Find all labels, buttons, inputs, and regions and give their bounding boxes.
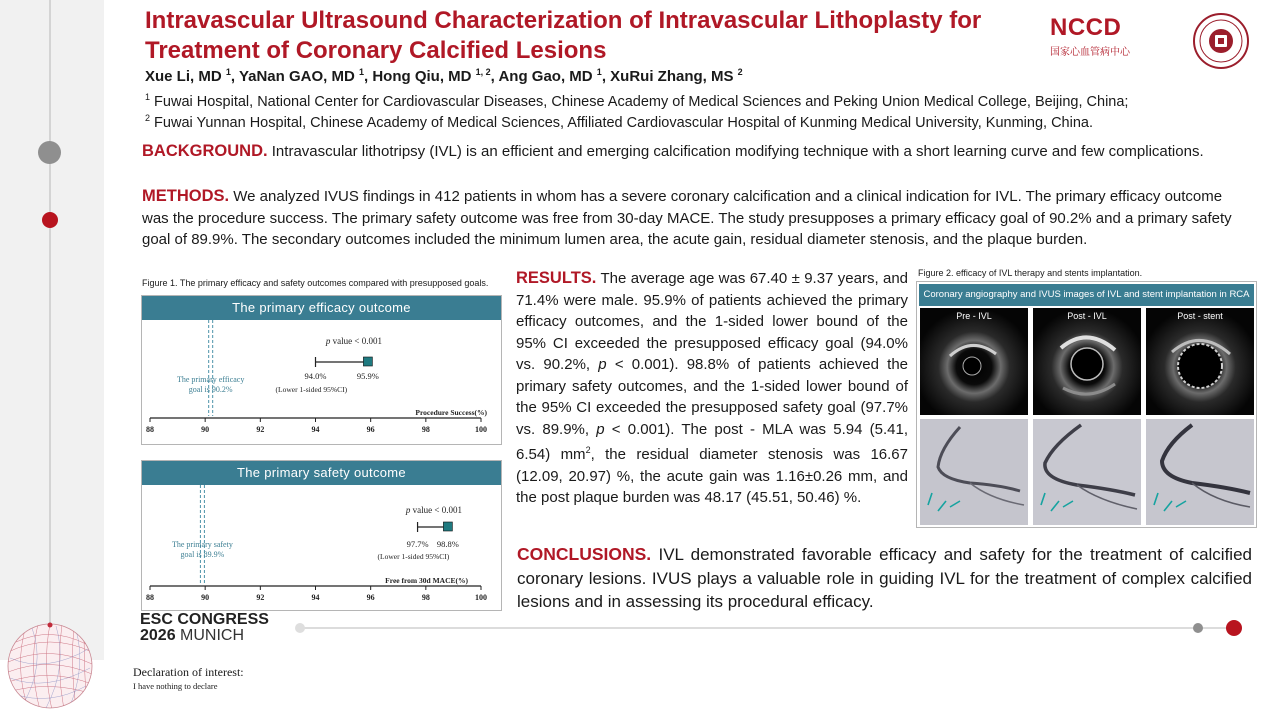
p-symbol: p — [405, 505, 411, 515]
results-text: The average age was 67.40 ± 9.37 years, and 71.4% were male. 95.9% of patients achieved the primary efficacy outcomes, and the 1-sided lower bound of the 95% CI exceeded the presupposed efficacy goal (94.0% vs. 90.2%, — [516, 270, 909, 373]
p-symbol: p — [325, 336, 331, 346]
efficacy-goal-label: The primary efficacy — [176, 375, 245, 384]
ivus-label-pre: Pre - IVL — [956, 311, 992, 321]
ivus-image-post-stent — [1146, 308, 1254, 415]
background-section — [142, 141, 1252, 163]
safety-point-marker — [443, 522, 452, 531]
results-section — [516, 268, 908, 509]
affiliation-text: Fuwai Hospital, National Center for Cardiovascular Diseases, Chinese Academy of Medical Sciences and Peking Union Medical College, Beijing, China; — [154, 93, 1129, 110]
results-label: RESULTS. — [516, 269, 597, 287]
methods-section — [142, 186, 1252, 251]
author-list: Xue Li, MD $^1$, YaNan GAO, MD $^1$, Hong Qiu, MD $^{1, 2}$, Ang Gao, MD $^1$, XuRui Zhang, MS $^2$ — [145, 67, 743, 85]
timeline-dot-gray — [38, 141, 61, 164]
efficacy-point-label: 95.9% — [356, 371, 379, 381]
ivus-label-post-stent: Post - stent — [1177, 311, 1223, 321]
efficacy-panel-header: The primary efficacy outcome — [142, 296, 501, 320]
figure2-header: Coronary angiography and IVUS images of IVL and stent implantation in RCA — [919, 284, 1254, 306]
axis-tick-label: 88 — [146, 593, 154, 602]
axis-tick-label: 94 — [311, 593, 320, 602]
author-name: Xue Li, MD — [145, 68, 222, 85]
methods-text: We analyzed IVUS findings in 412 patients in whom has a severe coronary calcification and a clinical indication for IVL. The primary efficacy outcome was the procedure success. The primary safety outcome was free from 30-day MACE. The study presupposes a primary efficacy goal of 90.2% and a primary safety goal of 89.9%. The secondary outcomes included the minimum lumen area, the acute gain, residual diameter stenosis, and the plaque burden. — [142, 188, 1232, 248]
conclusions-section — [517, 543, 1252, 614]
angiography-graphic — [1146, 419, 1254, 525]
congress-name: ESC CONGRESS — [140, 611, 269, 628]
axis-tick-label: 88 — [146, 425, 154, 434]
congress-city: MUNICH — [180, 627, 245, 644]
axis-tick-label: 96 — [366, 425, 375, 434]
figure2-panel — [916, 281, 1257, 528]
safety-bound-note: (Lower 1-sided 95%CI) — [377, 552, 450, 561]
efficacy-x-ticks — [146, 418, 487, 434]
results-text: < 0.001). 98.8% of patients achieved the primary safety outcomes, and the 1-sided lower bound of the 95% CI exceeded the presupposed safety goal (97.7% vs. 89.9%, — [516, 356, 908, 438]
footer-dot-red — [1226, 620, 1242, 636]
affiliation-text: Fuwai Yunnan Hospital, Chinese Academy of Medical Sciences, Affiliated Cardiovascular Hospital of Kunming Medical University, Kunming, China. — [154, 114, 1093, 131]
axis-tick-label: 94 — [311, 425, 320, 434]
results-p-symbol: p — [596, 420, 605, 438]
angiography-image-pre — [920, 419, 1028, 525]
methods-label: METHODS. — [142, 187, 230, 205]
author-affiliation-mark: 1 — [358, 67, 364, 77]
axis-tick-label: 90 — [201, 425, 210, 434]
author-name: Ang Gao, MD — [498, 68, 593, 85]
safety-lower-bound-label: 97.7% — [406, 539, 429, 549]
globe-logo-icon — [6, 622, 94, 710]
p-value-text: value < 0.001 — [330, 336, 382, 346]
axis-tick-label: 100 — [475, 425, 487, 434]
conclusions-label: CONCLUSIONS. — [517, 544, 652, 564]
results-text: < 0.001). The post - MLA was 5.94 (5.41, 6.54) mm — [516, 420, 908, 463]
p-value-text: value < 0.001 — [410, 505, 462, 515]
background-text: Intravascular lithotripsy (IVL) is an efficient and emerging calcification modifying technique with a short learning curve and few complications. — [271, 143, 1204, 160]
efficacy-goal-value-label: goal is 90.2% — [188, 385, 233, 394]
safety-goal-label: The primary safety — [171, 540, 233, 549]
affiliation-mark: 1 — [145, 92, 151, 102]
author-affiliation-mark: 2 — [737, 67, 743, 77]
axis-tick-label: 98 — [421, 425, 430, 434]
author-name: YaNan GAO, MD — [238, 68, 355, 85]
safety-axis-title: Free from 30d MACE(%) — [385, 576, 468, 585]
ivus-image-post-ivl — [1033, 308, 1141, 415]
efficacy-p-value — [325, 336, 382, 346]
poster-title: Intravascular Ultrasound Characterization of Intravascular Lithoplasty for Treatment of Coronary Calcified Lesions — [145, 7, 982, 64]
angiography-image-post-stent — [1146, 419, 1254, 525]
results-p-symbol: p — [598, 356, 607, 373]
axis-tick-label: 96 — [366, 593, 375, 602]
ivus-scan-graphic — [1146, 308, 1254, 415]
affiliation-1 — [145, 88, 1128, 111]
footer-line — [300, 627, 1230, 629]
efficacy-forest-plot — [142, 320, 501, 444]
ivus-image-pre-ivl — [920, 308, 1028, 415]
safety-p-value — [405, 505, 462, 515]
angiography-graphic — [1033, 419, 1141, 525]
author-name: Hong Qiu, MD — [372, 68, 472, 85]
axis-tick-label: 92 — [256, 425, 265, 434]
angiography-graphic — [920, 419, 1028, 525]
ncc-logo — [1050, 14, 1162, 66]
axis-tick-label: 90 — [201, 593, 210, 602]
safety-x-ticks — [146, 586, 487, 602]
figure1-caption: Figure 1. The primary efficacy and safety outcomes compared with presupposed goals. — [142, 278, 489, 288]
ivus-label-post-ivl: Post - IVL — [1067, 311, 1107, 321]
angiography-image-post-ivl — [1033, 419, 1141, 525]
conclusions-text: IVL demonstrated favorable efficacy and safety for the treatment of calcified coronary lesions. IVUS plays a valuable role in guiding IVL for the treatment of complex calcified lesions and in assessing its procedural efficacy. — [517, 545, 1252, 611]
congress-year: 2026 — [140, 627, 176, 644]
timeline-dot-red — [42, 212, 58, 228]
esc-congress-logo — [140, 612, 269, 644]
safety-goal-value-label: goal is 89.9% — [180, 550, 225, 559]
ncc-logo-subtitle: 国家心血管病中心 — [1050, 47, 1130, 58]
ivus-scan-graphic — [1033, 308, 1141, 415]
safety-point-label: 98.8% — [436, 539, 459, 549]
affiliation-2 — [145, 109, 1093, 132]
author-name: XuRui Zhang, MS — [610, 68, 734, 85]
safety-forest-plot — [142, 485, 501, 610]
efficacy-panel — [141, 295, 502, 445]
efficacy-lower-bound-label: 94.0% — [304, 371, 327, 381]
declaration-text: I have nothing to declare — [133, 681, 218, 691]
axis-tick-label: 100 — [475, 593, 487, 602]
author-affiliation-mark: 1 — [596, 67, 602, 77]
axis-tick-label: 98 — [421, 593, 430, 602]
fuwai-seal-icon — [1193, 13, 1249, 69]
figure2-caption: Figure 2. efficacy of IVL therapy and stents implantation. — [918, 268, 1143, 278]
affiliation-mark: 2 — [145, 113, 151, 123]
safety-panel — [141, 460, 502, 611]
ncc-logo-name: NCCD — [1050, 14, 1122, 41]
footer-dot-gray — [1193, 623, 1203, 633]
results-text: , the residual diameter stenosis was 16.67 (12.09, 20.97) %, the acute gain was 1.16±0.26 mm, and the post plaque burden was 48.17 (45.51, 50.46) %. — [516, 446, 908, 506]
timeline-line — [49, 0, 51, 640]
results-superscript: 2 — [585, 445, 591, 455]
left-rail — [0, 0, 104, 660]
efficacy-bound-note: (Lower 1-sided 95%CI) — [275, 385, 348, 394]
efficacy-point-marker — [363, 357, 372, 366]
author-affiliation-mark: 1 — [225, 67, 231, 77]
declaration-title: Declaration of interest: — [133, 665, 244, 679]
axis-tick-label: 92 — [256, 593, 265, 602]
footer-dot-light — [295, 623, 305, 633]
declaration-area — [104, 660, 1280, 720]
ivus-scan-graphic — [920, 308, 1028, 415]
efficacy-axis-title: Procedure Success(%) — [415, 408, 487, 417]
background-label: BACKGROUND. — [142, 142, 268, 160]
author-affiliation-mark: 1, 2 — [475, 67, 491, 77]
safety-panel-header: The primary safety outcome — [142, 461, 501, 485]
